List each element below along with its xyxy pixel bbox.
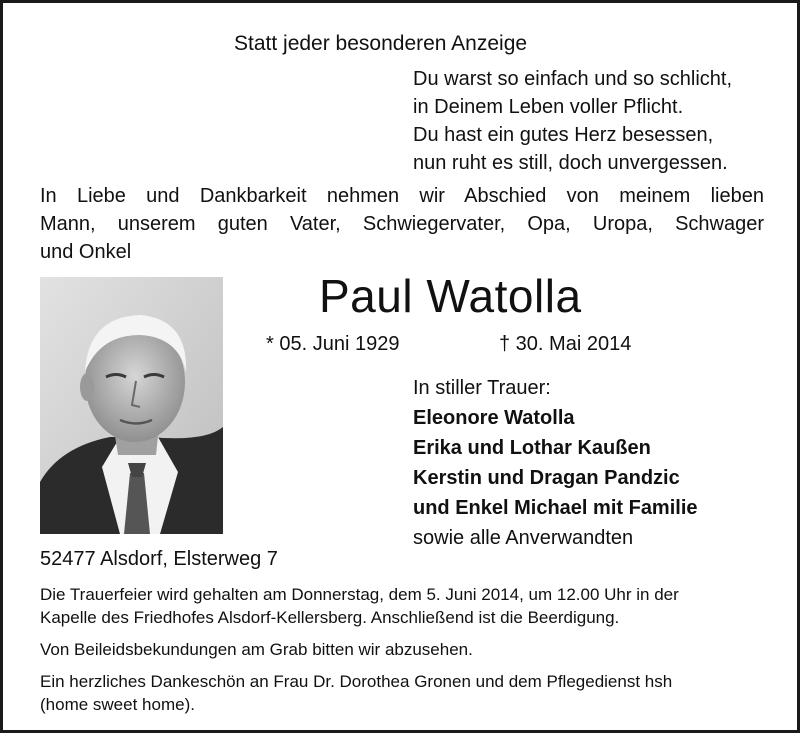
- poem-line: Du hast ein gutes Herz besessen,: [413, 124, 714, 146]
- memorial-poem: [413, 65, 732, 177]
- intro-line: Mann, unserem guten Vater, Schwiegervater, Opa, Uropa, Schwager: [40, 213, 764, 235]
- condolence-note: Von Beileidsbekundungen am Grab bitten wir abzusehen.: [40, 640, 473, 659]
- thanks-line: Ein herzliches Dankeschön an Frau Dr. Dorothea Gronen und dem Pflegedienst hsh: [40, 672, 673, 691]
- mourners-outro: sowie alle Anverwandten: [413, 527, 634, 549]
- deceased-portrait-photo: [40, 277, 223, 534]
- intro-line: In Liebe und Dankbarkeit nehmen wir Abschied von meinem lieben: [40, 185, 764, 207]
- poem-line: in Deinem Leben voller Pflicht.: [413, 96, 684, 118]
- birth-date: * 05. Juni 1929: [266, 333, 400, 355]
- poem-line: Du warst so einfach und so schlicht,: [413, 68, 733, 90]
- funeral-details: [40, 583, 768, 725]
- farewell-intro: [40, 182, 764, 266]
- mourners-list: [413, 373, 698, 553]
- thanks-note: [40, 670, 768, 716]
- mourner-name: Eleonore Watolla: [413, 407, 575, 429]
- deceased-name: Paul Watolla: [319, 270, 582, 322]
- mourner-name: Erika und Lothar Kaußen: [413, 437, 651, 459]
- mourner-name: und Enkel Michael mit Familie: [413, 497, 698, 519]
- poem-line: nun ruht es still, doch unvergessen.: [413, 152, 728, 174]
- death-date: † 30. Mai 2014: [499, 333, 632, 355]
- thanks-line: (home sweet home).: [40, 695, 195, 714]
- funeral-line: Kapelle des Friedhofes Alsdorf-Kellersberg. Anschließend ist die Beerdigung.: [40, 608, 620, 627]
- intro-line: und Onkel: [40, 241, 132, 263]
- family-address: 52477 Alsdorf, Elsterweg 7: [40, 548, 278, 570]
- funeral-line: Die Trauerfeier wird gehalten am Donnerstag, dem 5. Juni 2014, um 12.00 Uhr in der: [40, 585, 679, 604]
- mourners-intro: In stiller Trauer:: [413, 377, 551, 399]
- funeral-info: [40, 583, 768, 629]
- mourner-name: Kerstin und Dragan Pandzic: [413, 467, 680, 489]
- notice-heading: Statt jeder besonderen Anzeige: [234, 32, 528, 55]
